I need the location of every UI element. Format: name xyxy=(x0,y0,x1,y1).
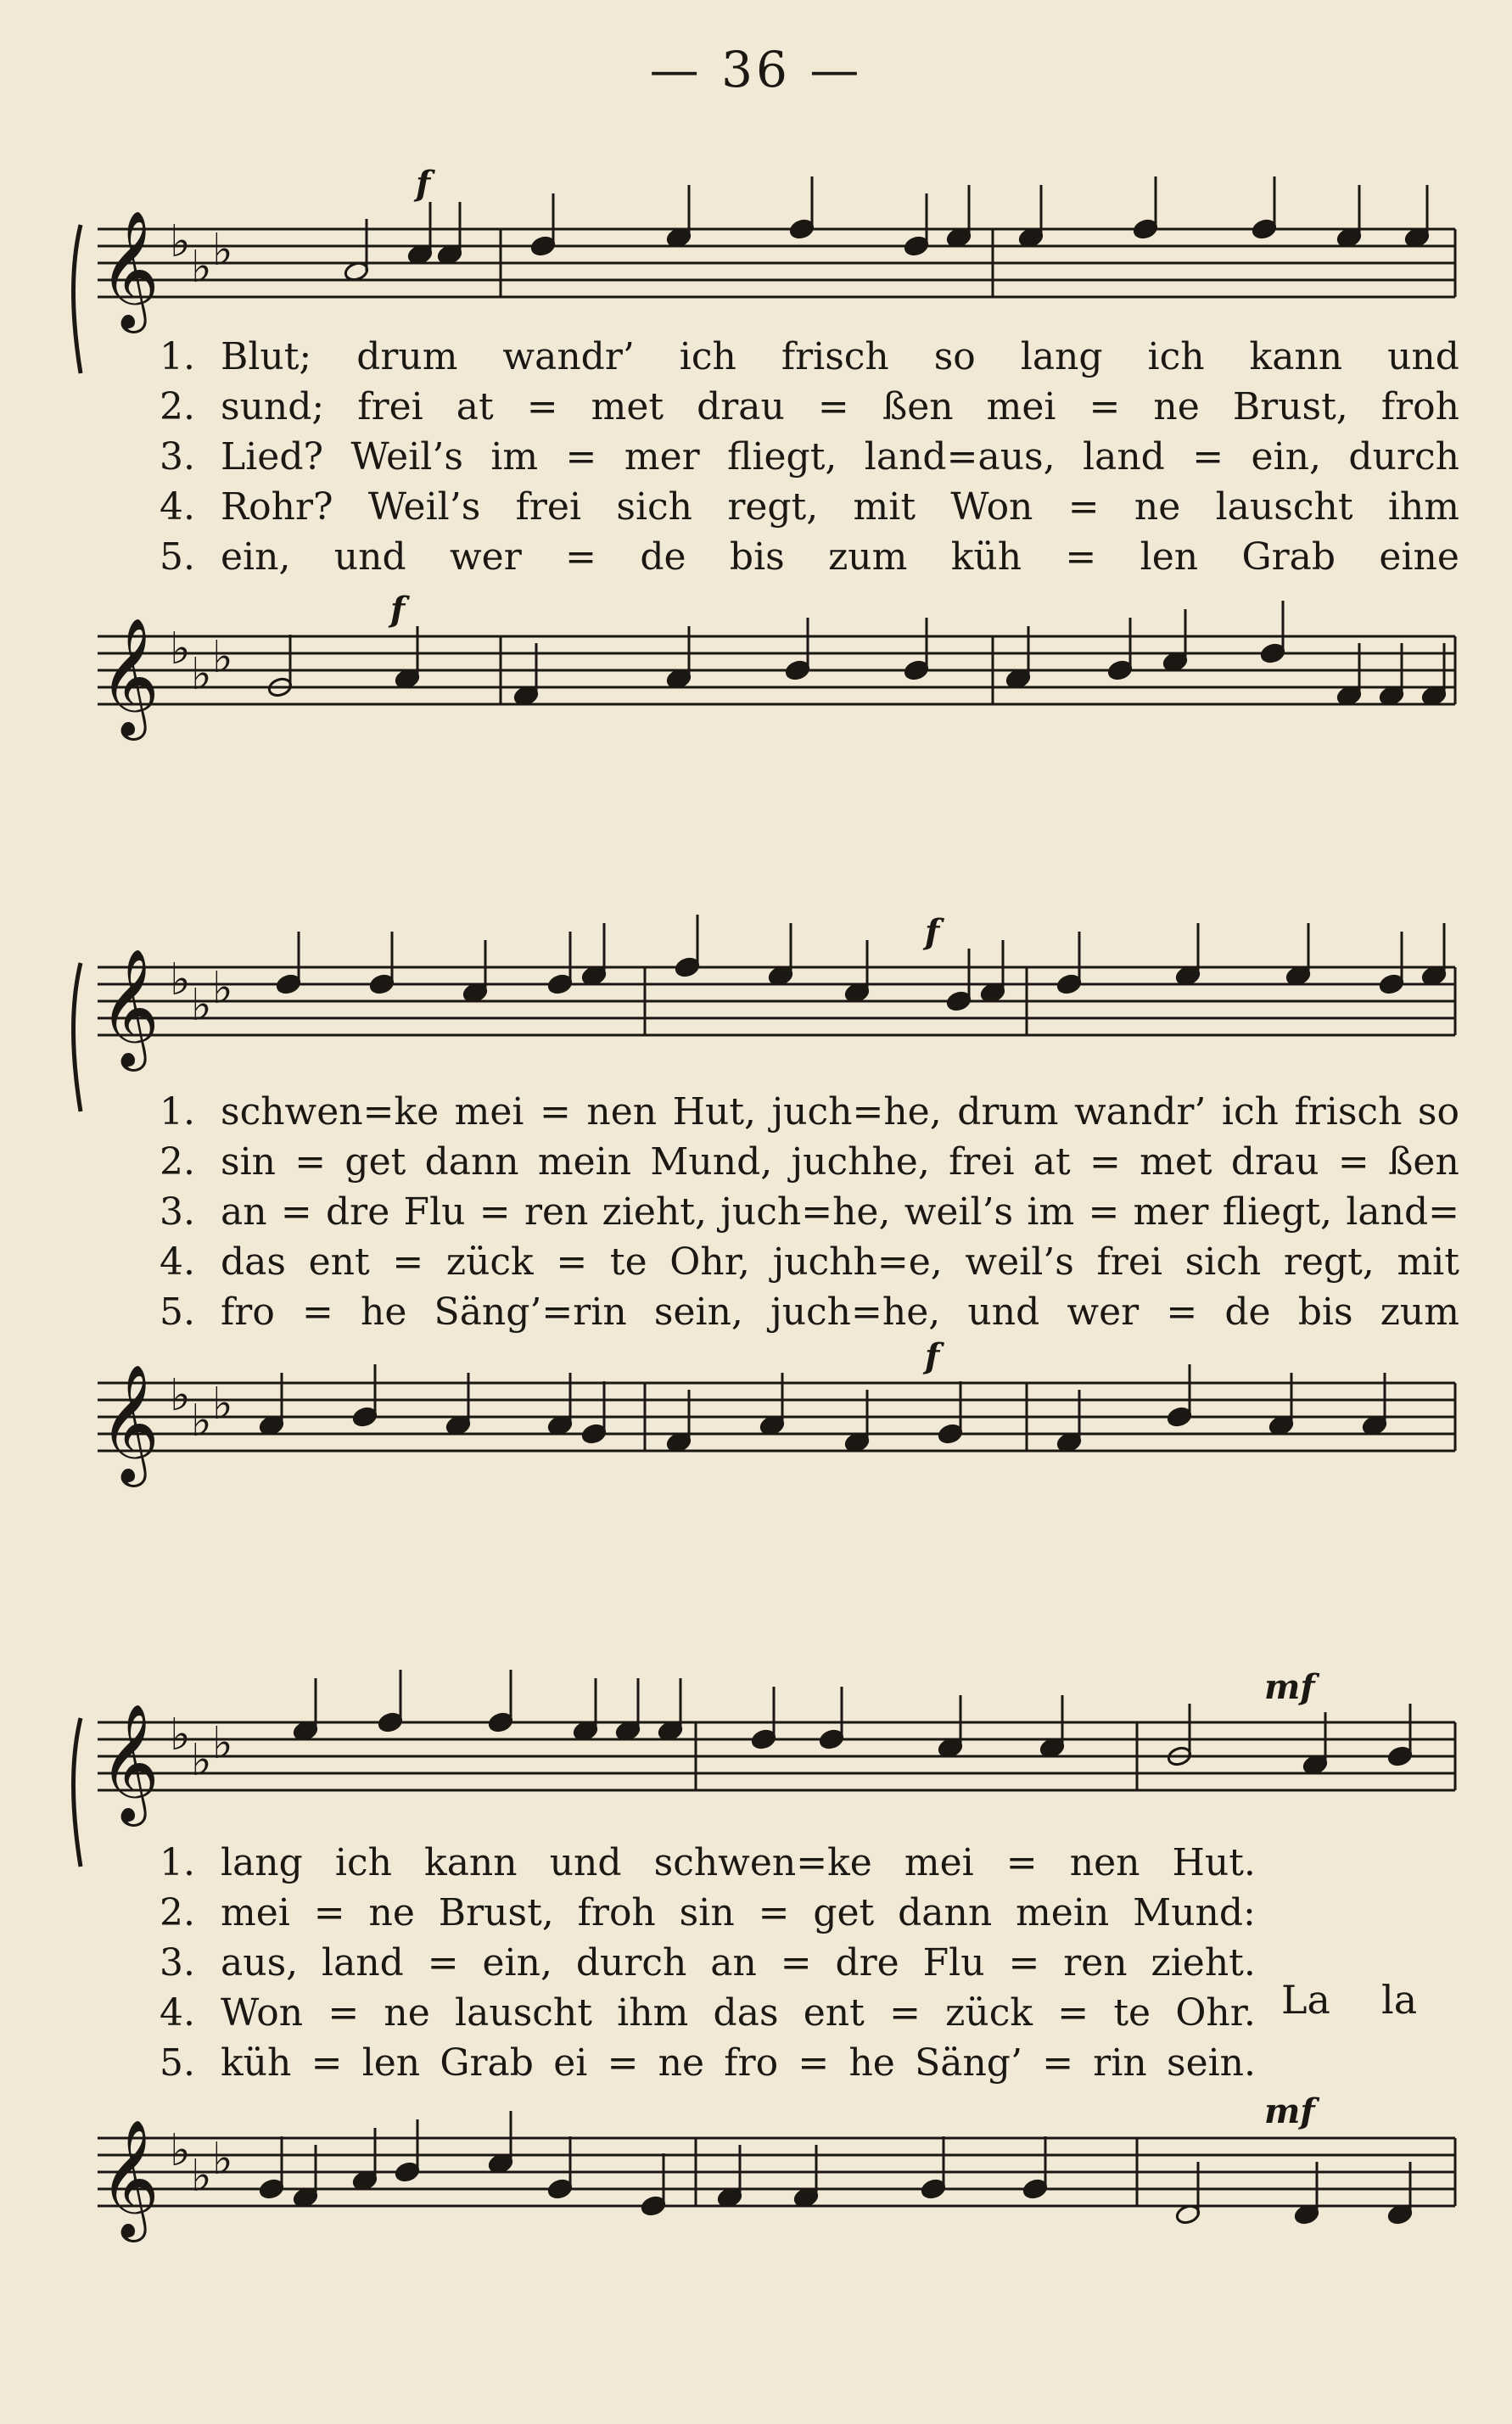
lyric-syllable: Mund, xyxy=(650,1140,773,1184)
lyric-syllable: mein xyxy=(537,1140,632,1184)
treble-clef-icon: 𝄞 xyxy=(99,1364,160,1482)
lyric-syllable: Weil’s xyxy=(350,435,463,479)
verse-number: 1. xyxy=(160,1090,195,1134)
treble-staff-lower xyxy=(0,590,1512,772)
lyric-syllable: ich xyxy=(1147,335,1205,378)
lyric-syllable: lauscht xyxy=(1215,485,1353,529)
lyric-syllable: zück xyxy=(445,1240,534,1284)
lyric-syllable: lang xyxy=(1020,335,1103,378)
lyric-syllable: mein xyxy=(1016,1891,1110,1934)
refrain-syllable: La xyxy=(1281,1977,1330,2023)
lyric-line xyxy=(136,385,1459,435)
lyric-line xyxy=(136,1841,1256,1891)
verse-number: 2. xyxy=(160,1891,195,1934)
lyric-syllable: frei xyxy=(949,1140,1015,1184)
lyric-syllable: das xyxy=(713,1991,779,2035)
lyric-syllable: ne xyxy=(1153,385,1200,428)
lyric-syllable: = xyxy=(798,2041,830,2085)
flat-icon: ♭ xyxy=(212,1379,233,1430)
flat-icon: ♭ xyxy=(212,225,233,276)
lyric-syllable: schwen=ke xyxy=(221,1090,440,1134)
lyric-syllable: zieht. xyxy=(1151,1941,1256,1985)
lyric-syllable: len xyxy=(1140,535,1199,579)
lyric-syllable: weil’s xyxy=(904,1190,1014,1234)
lyric-syllable: kann xyxy=(424,1841,518,1884)
flat-icon: ♭ xyxy=(212,632,233,683)
lyric-syllable: mit xyxy=(853,485,916,529)
lyric-syllable: met xyxy=(591,385,664,428)
lyric-syllable: ich xyxy=(679,335,736,378)
lyric-syllable: fro xyxy=(221,1290,275,1334)
lyric-syllable: im xyxy=(1027,1190,1075,1234)
lyric-syllable: frei xyxy=(1096,1240,1162,1284)
flat-icon: ♭ xyxy=(191,649,212,700)
lyric-syllable: juch=he, xyxy=(771,1090,942,1134)
lyric-syllable: lang xyxy=(221,1841,303,1884)
verse-number: 1. xyxy=(160,335,195,378)
lyric-syllable: = xyxy=(1089,1140,1121,1184)
lyric-syllable: und xyxy=(333,535,406,579)
lyric-syllable: rin xyxy=(1093,2041,1147,2085)
lyric-syllable: = xyxy=(1337,1140,1369,1184)
lyric-syllable: und xyxy=(967,1290,1040,1334)
lyric-syllable: = xyxy=(1057,1991,1089,2035)
lyric-syllable: nen xyxy=(1069,1841,1140,1884)
lyric-syllable: im xyxy=(490,435,539,479)
lyric-syllable: so xyxy=(933,335,976,378)
lyric-syllable: nen xyxy=(586,1090,658,1134)
lyric-syllable: bis xyxy=(729,535,785,579)
treble-clef-icon: 𝄞 xyxy=(99,949,160,1066)
lyric-syllable: mei xyxy=(221,1891,290,1934)
lyric-syllable: ei xyxy=(553,2041,588,2085)
lyric-syllable: = xyxy=(526,385,558,428)
treble-clef-icon: 𝄞 xyxy=(99,210,160,328)
verse-number: 3. xyxy=(160,435,195,479)
lyric-syllable: kann xyxy=(1249,335,1343,378)
music-system-2 xyxy=(0,891,1512,1519)
lyric-syllable: eine xyxy=(1379,535,1459,579)
lyric-syllable: mei xyxy=(986,385,1056,428)
refrain-text xyxy=(1281,1977,1417,2023)
lyric-syllable: durch xyxy=(1348,435,1459,479)
lyric-syllable: = xyxy=(565,435,597,479)
lyric-syllable: drum xyxy=(957,1090,1059,1134)
lyric-syllable: get xyxy=(813,1891,875,1934)
lyrics-block-2 xyxy=(136,1090,1459,1341)
refrain-syllable: la xyxy=(1380,1977,1418,2023)
lyric-syllable: = xyxy=(540,1090,571,1134)
lyric-syllable: = xyxy=(1166,1290,1198,1334)
lyric-syllable: juch=he, xyxy=(720,1190,891,1234)
verse-number: 3. xyxy=(160,1941,195,1985)
lyric-syllable: ein, xyxy=(1251,435,1321,479)
dynamic-mark: f xyxy=(416,164,431,204)
lyric-syllable: frisch xyxy=(1294,1090,1403,1134)
lyric-syllable: Brust, xyxy=(1232,385,1348,428)
flat-icon: ♭ xyxy=(170,624,191,675)
lyric-line xyxy=(136,2041,1256,2091)
lyric-syllable: mei xyxy=(904,1841,974,1884)
lyric-syllable: sin xyxy=(221,1140,276,1184)
lyric-syllable: küh xyxy=(221,2041,292,2085)
system-brace xyxy=(74,963,81,1111)
lyric-line xyxy=(136,1090,1459,1140)
lyric-syllable: regt, xyxy=(1283,1240,1375,1284)
lyric-syllable: weil’s xyxy=(965,1240,1074,1284)
lyric-syllable: fliegt, xyxy=(1222,1190,1333,1234)
lyric-syllable: Weil’s xyxy=(367,485,481,529)
lyric-syllable: = xyxy=(427,1941,459,1985)
lyric-syllable: das xyxy=(221,1240,286,1284)
lyric-line xyxy=(136,1941,1256,1991)
lyric-syllable: = xyxy=(328,1991,360,2035)
lyric-syllable: Hut. xyxy=(1172,1841,1256,1884)
lyric-syllable: zück xyxy=(945,1991,1033,2035)
lyric-syllable: wandr’ xyxy=(502,335,635,378)
flat-icon: ♭ xyxy=(191,1735,212,1786)
lyric-syllable: te xyxy=(609,1240,647,1284)
lyric-syllable: at xyxy=(1033,1140,1071,1184)
lyric-syllable: Ohr. xyxy=(1175,1991,1256,2035)
lyric-syllable: juch=he, xyxy=(770,1290,941,1334)
lyric-syllable: sein. xyxy=(1166,2041,1256,2085)
lyric-syllable: Flu xyxy=(403,1190,466,1234)
lyric-syllable: ein, xyxy=(221,535,291,579)
lyric-syllable: sich xyxy=(1184,1240,1262,1284)
treble-staff-lower xyxy=(0,2091,1512,2291)
treble-clef-icon: 𝄞 xyxy=(99,1704,160,1822)
lyric-syllable: sund; xyxy=(221,385,325,428)
lyric-syllable: so xyxy=(1417,1090,1459,1134)
lyric-syllable: dann xyxy=(424,1140,519,1184)
lyric-syllable: zieht, xyxy=(602,1190,707,1234)
system-brace xyxy=(74,225,81,373)
lyric-syllable: sein, xyxy=(653,1290,743,1334)
lyric-syllable: wandr’ xyxy=(1073,1090,1207,1134)
lyric-syllable: zum xyxy=(1380,1290,1459,1334)
lyric-syllable: Ohr, xyxy=(669,1240,750,1284)
lyric-syllable: und xyxy=(549,1841,622,1884)
treble-clef-icon: 𝄞 xyxy=(99,2119,160,2237)
lyric-syllable: zum xyxy=(828,535,908,579)
lyric-syllable: ent xyxy=(803,1991,865,2035)
lyric-syllable: = xyxy=(565,535,596,579)
flat-icon: ♭ xyxy=(212,2134,233,2185)
lyric-syllable: küh xyxy=(950,535,1022,579)
lyric-syllable: = xyxy=(1008,1941,1040,1985)
flat-icon: ♭ xyxy=(212,963,233,1014)
lyric-syllable: ßen xyxy=(1388,1140,1459,1184)
dynamic-mark: f xyxy=(925,912,940,952)
lyric-syllable: ich xyxy=(1221,1090,1279,1134)
lyric-syllable: mit xyxy=(1397,1240,1459,1284)
lyric-syllable: frei xyxy=(515,485,582,529)
lyric-line xyxy=(136,1891,1256,1941)
lyric-syllable: get xyxy=(344,1140,406,1184)
lyrics-block-1 xyxy=(136,335,1459,585)
lyric-syllable: = xyxy=(780,1941,812,1985)
lyric-syllable: dre xyxy=(835,1941,899,1985)
lyric-syllable: = xyxy=(556,1240,588,1284)
lyric-syllable: de xyxy=(640,535,686,579)
lyric-syllable: de xyxy=(1224,1290,1271,1334)
system-brace xyxy=(74,1718,81,1867)
treble-staff-lower xyxy=(0,1336,1512,1519)
verse-number: 2. xyxy=(160,1140,195,1184)
flat-icon: ♭ xyxy=(170,2125,191,2176)
lyric-syllable: = xyxy=(607,2041,639,2085)
verse-number: 4. xyxy=(160,1991,195,2035)
lyric-syllable: Blut; xyxy=(221,335,312,378)
lyric-syllable: froh xyxy=(1380,385,1459,428)
lyric-syllable: he xyxy=(848,2041,895,2085)
lyric-syllable: = xyxy=(1042,2041,1074,2085)
lyric-syllable: ren xyxy=(524,1190,589,1234)
lyric-syllable: drau xyxy=(697,385,785,428)
verse-number: 2. xyxy=(160,385,195,428)
lyric-syllable: fro xyxy=(724,2041,779,2085)
lyric-syllable: land=aus, xyxy=(864,435,1056,479)
lyric-syllable: = xyxy=(280,1190,312,1234)
lyric-syllable: = xyxy=(479,1190,511,1234)
lyric-syllable: land xyxy=(322,1941,404,1985)
lyric-syllable: Säng’=rin xyxy=(434,1290,627,1334)
lyric-syllable: aus, xyxy=(221,1941,299,1985)
lyric-syllable: drau xyxy=(1230,1140,1319,1184)
lyric-syllable: Rohr? xyxy=(221,485,333,529)
lyric-syllable: = xyxy=(889,1991,921,2035)
lyric-syllable: ne xyxy=(658,2041,705,2085)
lyric-syllable: he xyxy=(361,1290,407,1334)
lyric-syllable: mer xyxy=(624,435,700,479)
lyric-syllable: regt, xyxy=(727,485,819,529)
lyric-syllable: = xyxy=(311,2041,343,2085)
dynamic-mark: f xyxy=(925,1336,940,1376)
treble-clef-icon: 𝄞 xyxy=(99,618,160,736)
lyric-syllable: bis xyxy=(1297,1290,1353,1334)
lyric-syllable: ein, xyxy=(482,1941,552,1985)
lyric-syllable: wer xyxy=(450,535,522,579)
verse-number: 4. xyxy=(160,485,195,529)
lyric-syllable: Hut, xyxy=(672,1090,756,1134)
lyric-syllable: len xyxy=(361,2041,421,2085)
lyric-syllable: ich xyxy=(334,1841,392,1884)
lyric-syllable: dann xyxy=(898,1891,993,1934)
lyric-syllable: Flu xyxy=(922,1941,985,1985)
flat-icon: ♭ xyxy=(191,980,212,1031)
lyric-syllable: an xyxy=(221,1190,267,1234)
lyric-line xyxy=(136,1140,1459,1190)
lyric-syllable: drum xyxy=(356,335,458,378)
lyric-line xyxy=(136,1240,1459,1290)
lyric-line xyxy=(136,535,1459,585)
lyric-line xyxy=(136,485,1459,535)
lyric-syllable: froh xyxy=(577,1891,656,1934)
verse-number: 4. xyxy=(160,1240,195,1284)
lyric-syllable: mei xyxy=(454,1090,524,1134)
flat-icon: ♭ xyxy=(191,242,212,293)
flat-icon: ♭ xyxy=(170,954,191,1005)
lyric-syllable: land xyxy=(1083,435,1165,479)
flat-icon: ♭ xyxy=(191,2151,212,2202)
lyric-syllable: = xyxy=(1067,485,1100,529)
lyric-syllable: sin xyxy=(679,1891,735,1934)
lyric-syllable: = xyxy=(1088,1190,1120,1234)
lyric-syllable: schwen=ke xyxy=(653,1841,872,1884)
lyric-syllable: frei xyxy=(357,385,423,428)
lyric-line xyxy=(136,335,1459,385)
lyric-syllable: = xyxy=(313,1891,345,1934)
lyric-syllable: mer xyxy=(1133,1190,1209,1234)
lyric-syllable: te xyxy=(1113,1991,1151,2035)
lyric-line xyxy=(136,1190,1459,1240)
lyric-syllable: durch xyxy=(575,1941,687,1985)
music-system-3 xyxy=(0,1646,1512,2308)
flat-icon: ♭ xyxy=(170,1370,191,1421)
lyric-syllable: lauscht xyxy=(455,1991,592,2035)
lyric-syllable: und xyxy=(1387,335,1459,378)
lyric-syllable: = xyxy=(1089,385,1121,428)
lyric-syllable: dre xyxy=(326,1190,390,1234)
lyric-line xyxy=(136,1290,1459,1341)
verse-number: 3. xyxy=(160,1190,195,1234)
lyric-line xyxy=(136,435,1459,485)
lyric-syllable: ne xyxy=(384,1991,430,2035)
lyric-syllable: Grab xyxy=(440,2041,534,2085)
lyric-syllable: met xyxy=(1140,1140,1212,1184)
lyric-syllable: = xyxy=(758,1891,790,1934)
lyric-syllable: = xyxy=(294,1140,327,1184)
lyric-syllable: fliegt, xyxy=(727,435,837,479)
dynamic-mark: f xyxy=(390,590,406,630)
flat-icon: ♭ xyxy=(212,1718,233,1769)
dynamic-mark: mf xyxy=(1264,1667,1315,1707)
lyric-syllable: ne xyxy=(1134,485,1181,529)
lyric-line xyxy=(136,1991,1256,2041)
lyric-syllable: at xyxy=(456,385,494,428)
lyric-syllable: ihm xyxy=(617,1991,689,2035)
lyric-syllable: = xyxy=(817,385,849,428)
flat-icon: ♭ xyxy=(170,1710,191,1761)
lyric-syllable: Mund: xyxy=(1133,1891,1256,1934)
lyric-syllable: an xyxy=(710,1941,757,1985)
verse-number: 1. xyxy=(160,1841,195,1884)
lyric-syllable: Won xyxy=(221,1991,304,2035)
music-system-1 xyxy=(0,153,1512,764)
verse-number: 5. xyxy=(160,535,195,579)
lyric-syllable: ßen xyxy=(882,385,954,428)
lyric-syllable: Won xyxy=(950,485,1033,529)
flat-icon: ♭ xyxy=(191,1396,212,1447)
lyric-syllable: juchh=e, xyxy=(772,1240,943,1284)
lyric-syllable: sich xyxy=(616,485,692,529)
verse-number: 5. xyxy=(160,2041,195,2085)
lyric-syllable: ren xyxy=(1063,1941,1128,1985)
lyric-syllable: Lied? xyxy=(221,435,324,479)
lyric-syllable: = xyxy=(1065,535,1097,579)
lyric-syllable: land= xyxy=(1346,1190,1459,1234)
lyric-syllable: Säng’ xyxy=(915,2041,1022,2085)
verse-number: 5. xyxy=(160,1290,195,1334)
lyric-syllable: ihm xyxy=(1387,485,1459,529)
lyric-syllable: frisch xyxy=(781,335,889,378)
lyric-syllable: Brust, xyxy=(438,1891,554,1934)
dynamic-mark: mf xyxy=(1264,2091,1315,2131)
flat-icon: ♭ xyxy=(170,216,191,267)
lyric-syllable: = xyxy=(301,1290,333,1334)
lyric-syllable: Grab xyxy=(1241,535,1336,579)
lyric-syllable: juchhe, xyxy=(791,1140,930,1184)
lyric-syllable: ent xyxy=(308,1240,370,1284)
lyric-syllable: ne xyxy=(368,1891,415,1934)
lyric-syllable: = xyxy=(1005,1841,1038,1884)
lyric-syllable: = xyxy=(1192,435,1224,479)
lyric-syllable: wer xyxy=(1067,1290,1140,1334)
page-number: — 36 — xyxy=(649,41,863,98)
lyric-syllable: = xyxy=(392,1240,424,1284)
lyrics-block-3 xyxy=(136,1841,1256,2091)
